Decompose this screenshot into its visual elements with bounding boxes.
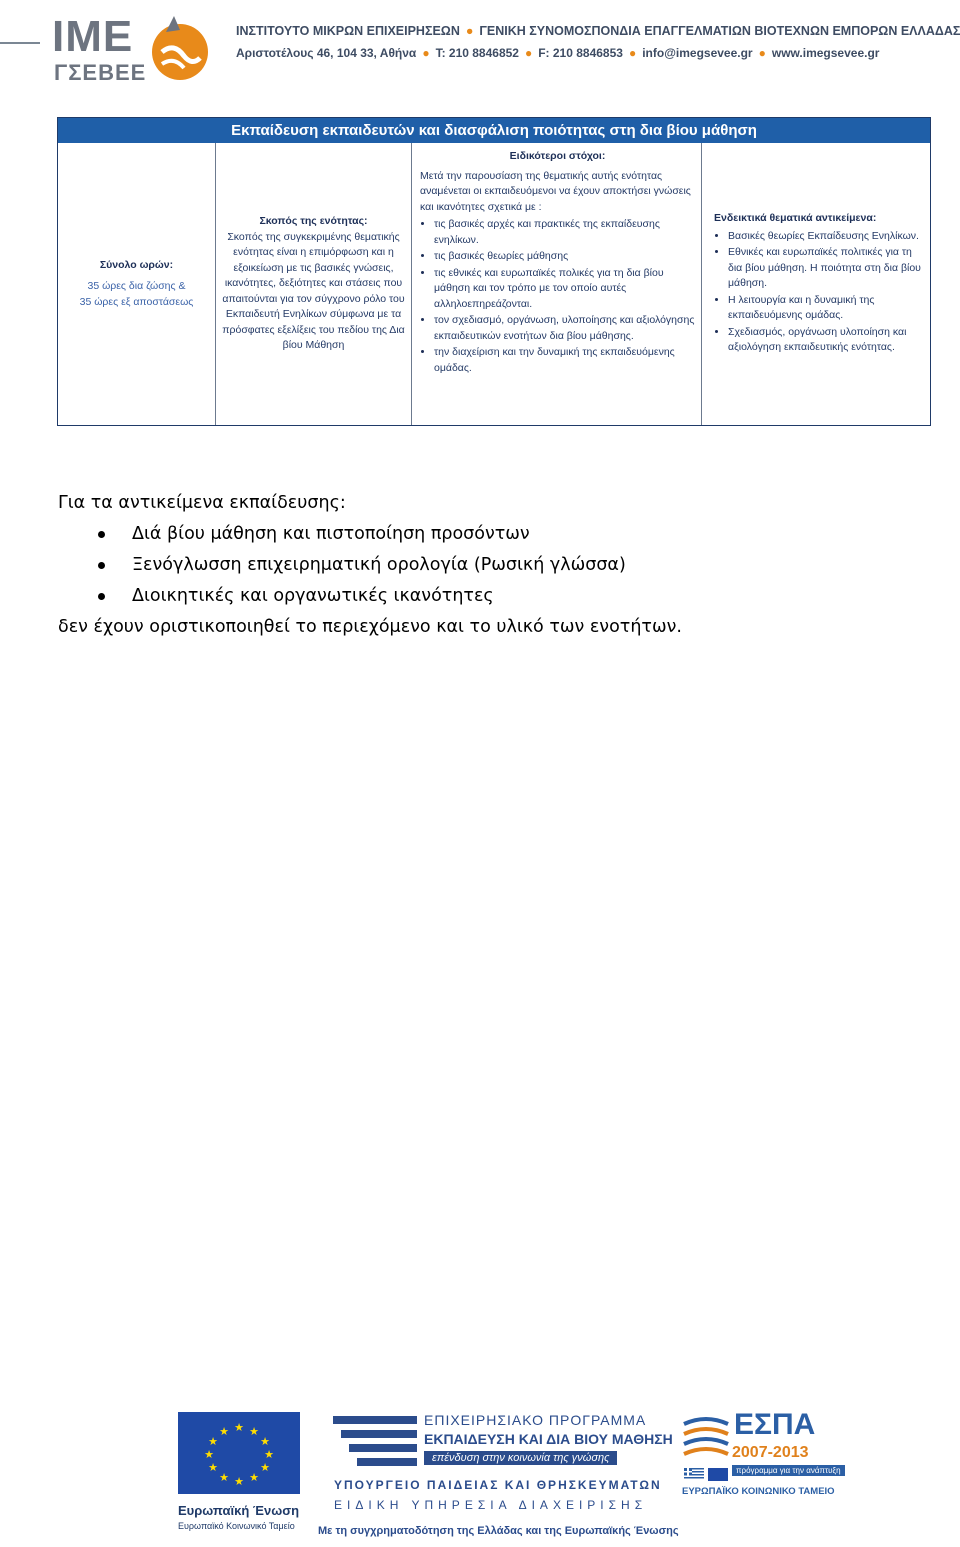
phone: T: 210 8846852 — [435, 46, 519, 60]
eu-small-flag-icon — [708, 1468, 728, 1481]
purpose-text: Σκοπός της συγκεκριμένης θεματικής ενότητας είναι η επιμόρφωση και η εξοικείωση με τις βασικές γνώσεις, ικανότητες, δεξιότητες και στάσεις που απαιτούνται για τον σύγχρονο ρόλο του Εκπαιδευτή Ενηλίκων σύμφωνα με τα πρόσφατες εξελίξεις του πεδίου της Δια βίου Μάθηση — [222, 230, 405, 352]
list-item: • τις βασικές αρχές και πρακτικές της εκπαίδευσης ενηλίκων. — [434, 217, 695, 248]
email-link[interactable]: info@imegsevee.gr — [642, 46, 753, 60]
subject-label: Ξενόγλωσση επιχειρηματική ορολογία (Ρωσική γλώσσα) — [132, 555, 626, 575]
list-item: • Η λειτουργία και η δυναμική της εκπαιδευόμενης ομάδας. — [728, 293, 924, 324]
objectives-intro: Μετά την παρουσίαση της θεματικής αυτής ενότητας αναμένεται οι εκπαιδευόμενοι να έχουν αποκτήσει γνώσεις και ικανότητες σχετικά με : — [420, 169, 691, 213]
svg-text:★: ★ — [249, 1471, 259, 1484]
list-item — [58, 519, 938, 550]
list-item: • Εθνικές και ευρωπαϊκές πολιτικές για τη δια βίου μάθηση. Η ποιότητα στη δια βίου μάθηση. — [728, 245, 924, 292]
closing-text: δεν έχουν οριστικοποιηθεί το περιεχόμενο και το υλικό των ενοτήτων. — [58, 617, 682, 637]
bullet-icon — [98, 531, 105, 538]
topics-list — [714, 229, 924, 357]
list-item — [58, 581, 938, 612]
espa-years: 2007-2013 — [732, 1444, 809, 1461]
bullet-icon — [98, 562, 105, 569]
topics-heading: Ενδεικτικά θεματικά αντικείμενα: — [714, 212, 877, 225]
hours-heading: Σύνολο ωρών: — [99, 258, 174, 271]
topics-cell — [702, 143, 930, 425]
course-module-table — [57, 117, 931, 426]
list-item: • Βασικές θεωρίες Εκπαίδευσης Ενηλίκων. — [728, 229, 924, 245]
bullet-icon — [98, 593, 105, 600]
eu-flag-icon — [178, 1412, 300, 1494]
body-text — [58, 488, 938, 643]
greek-flag-icon — [684, 1468, 704, 1481]
separator-dot-icon: ● — [422, 46, 430, 60]
list-item: • τον σχεδιασμό, οργάνωση, υλοποίησης και αξιολόγησης εκπαιδευτικών ενοτήτων δια βίου μάθησης. — [434, 313, 695, 344]
intro-text: Για τα αντικείμενα εκπαίδευσης: — [58, 493, 346, 513]
objectives-cell — [412, 143, 702, 425]
header-rule — [0, 42, 40, 44]
list-item: • Σχεδιασμός, οργάνωση υλοποίηση και αξιολόγηση εκπαιδευτικής ενότητας. — [728, 325, 924, 356]
svg-text:★: ★ — [219, 1471, 229, 1484]
svg-text:★: ★ — [219, 1425, 229, 1438]
org-title — [236, 24, 960, 38]
list-item: • την διαχείριση και την δυναμική της εκπαιδευόμενης ομάδας. — [434, 345, 695, 376]
svg-text:★: ★ — [249, 1425, 259, 1438]
op-logo-icon — [333, 1412, 417, 1466]
list-item: • τις βασικές θεωρίες μάθησης — [434, 249, 695, 265]
subject-label: Διά βίου μάθηση και πιστοποίηση προσόντων — [132, 524, 530, 544]
espa-fund-label: ΕΥΡΩΠΑΪΚΟ ΚΟΙΝΩΝΙΚΟ ΤΑΜΕΙΟ — [682, 1486, 835, 1497]
espa-title: ΕΣΠΑ — [734, 1408, 816, 1441]
op-tagline: επένδυση στην κοινωνία της γνώσης — [424, 1451, 617, 1465]
org-name: ΙΝΣΤΙΤΟΥΤΟ ΜΙΚΡΩΝ ΕΠΙΧΕΙΡΗΣΕΩΝ — [236, 24, 460, 38]
espa-logo-icon — [682, 1414, 730, 1464]
svg-text:★: ★ — [234, 1421, 244, 1434]
subjects-list — [58, 519, 938, 612]
objectives-list — [420, 217, 695, 376]
svg-text:★: ★ — [208, 1461, 218, 1474]
fax: F: 210 8846853 — [538, 46, 623, 60]
svg-text:★: ★ — [260, 1435, 270, 1448]
hours-line-1: 35 ώρες δια ζώσης & — [87, 280, 186, 293]
op-title: ΕΠΙΧΕΙΡΗΣΙΑΚΟ ΠΡΟΓΡΑΜΜΑ — [424, 1412, 647, 1428]
logo-ime-text: IME — [52, 12, 134, 61]
op-name: ΕΚΠΑΙΔΕΥΣΗ ΚΑΙ ΔΙΑ ΒΙΟΥ ΜΑΘΗΣΗ — [424, 1431, 673, 1447]
separator-dot-icon: ● — [758, 46, 766, 60]
address: Αριστοτέλους 46, 104 33, Αθήνα — [236, 46, 417, 60]
managing-authority: ΕΙΔΙΚΗ ΥΠΗΡΕΣΙΑ ΔΙΑΧΕΙΡΙΣΗΣ — [334, 1498, 648, 1512]
svg-text:★: ★ — [234, 1475, 244, 1488]
list-item — [58, 550, 938, 581]
logo-gsevee-text: ΓΣΕΒΕΕ — [54, 60, 147, 85]
logo-mark-icon — [144, 12, 210, 86]
eu-label: Ευρωπαϊκή Ένωση — [178, 1503, 300, 1518]
org-contact — [236, 46, 879, 60]
table-columns — [58, 143, 930, 425]
list-item: • τις εθνικές και ευρωπαϊκές πολικές για τη δια βίου μάθηση και τον τρόπο με τον οποίο αυτές αλληλοεπηρεάζονται. — [434, 266, 695, 313]
objectives-heading: Ειδικότεροι στόχοι: — [509, 150, 606, 162]
espa-tagline: πρόγραμμα για την ανάπτυξη — [732, 1465, 845, 1476]
subject-label: Διοικητικές και οργανωτικές ικανότητες — [132, 586, 494, 606]
confederation-name: ΓΕΝΙΚΗ ΣΥΝΟΜΟΣΠΟΝΔΙΑ ΕΠΑΓΓΕΛΜΑΤΙΩΝ ΒΙΟΤΕΧΝΩΝ ΕΜΠΟΡΩΝ ΕΛΛΑΔΑΣ — [479, 24, 960, 38]
ime-gsevee-logo — [52, 6, 212, 88]
eu-fund-label: Ευρωπαϊκό Κοινωνικό Ταμείο — [178, 1521, 295, 1531]
hours-line-2: 35 ώρες εξ αποστάσεως — [79, 295, 194, 308]
purpose-heading: Σκοπός της ενότητας: — [259, 215, 368, 228]
cofunding-note: Με τη συγχρηματοδότηση της Ελλάδας και της Ευρωπαϊκής Ένωσης — [318, 1525, 679, 1537]
separator-dot-icon: ● — [465, 24, 474, 38]
website-link[interactable]: www.imegsevee.gr — [771, 46, 880, 60]
separator-dot-icon: ● — [524, 46, 533, 60]
separator-dot-icon: ● — [628, 46, 637, 60]
hours-cell — [58, 143, 216, 425]
purpose-cell — [216, 143, 412, 425]
svg-text:★: ★ — [260, 1461, 270, 1474]
svg-text:★: ★ — [208, 1435, 218, 1448]
svg-text:★: ★ — [204, 1448, 214, 1461]
ministry-name: ΥΠΟΥΡΓΕΙΟ ΠΑΙΔΕΙΑΣ ΚΑΙ ΘΡΗΣΚΕΥΜΑΤΩΝ — [334, 1478, 662, 1492]
table-title: Εκπαίδευση εκπαιδευτών και διασφάλιση ποιότητας στη δια βίου μάθηση — [58, 118, 930, 143]
svg-text:★: ★ — [264, 1448, 274, 1461]
